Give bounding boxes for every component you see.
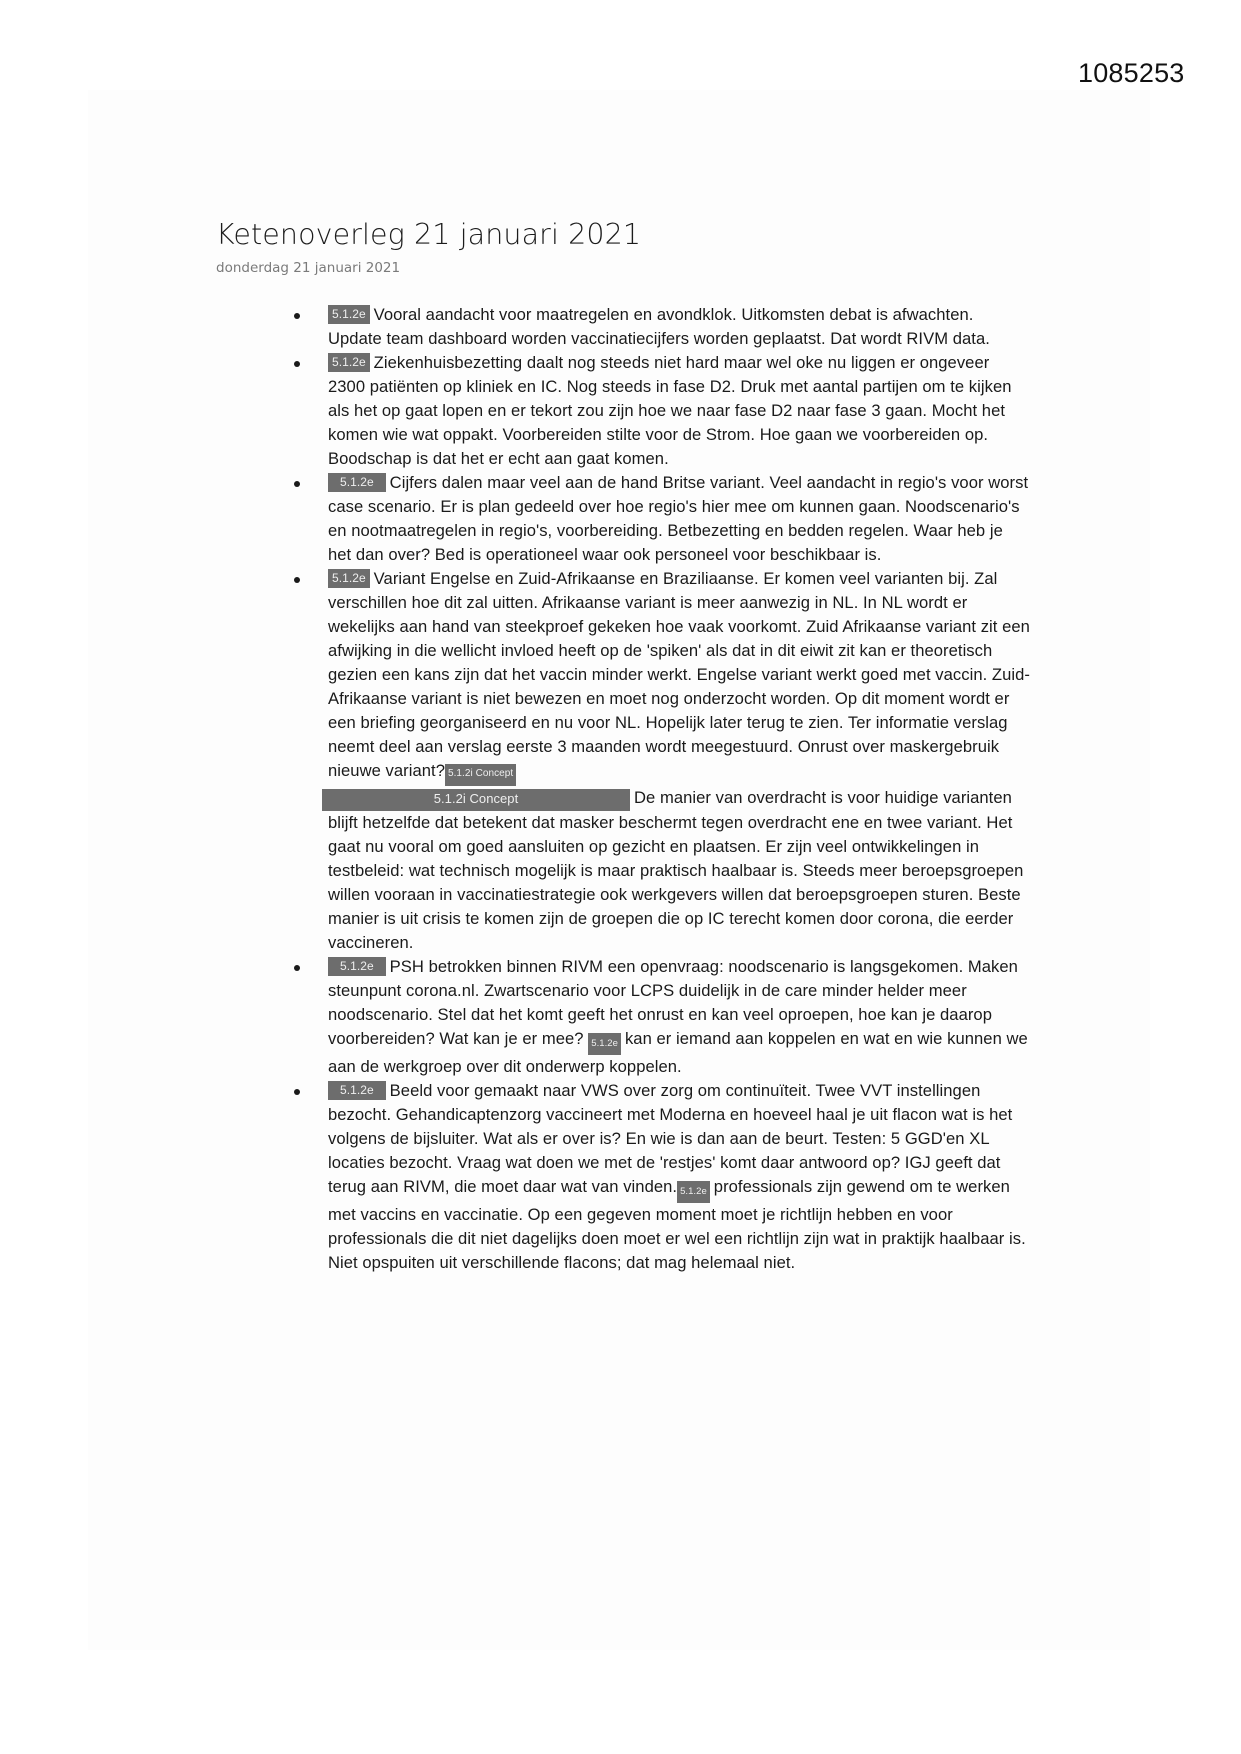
bullet-icon [294,965,300,971]
bullet-icon [294,1089,300,1095]
redaction-box-inline: 5.1.2i Concept [445,764,516,786]
redaction-box-inline: 5.1.2e [588,1033,621,1055]
redaction-box-block: 5.1.2i Concept [322,789,630,811]
note-text: Vooral aandacht voor maatregelen en avondklok. Uitkomsten debat is afwachten. Update team dashboard worden vaccinatiecijfers worden geplaatst. Dat wordt RIVM data. [328,305,990,348]
page-title: Ketenoverleg 21 januari 2021 [216,218,642,251]
redaction-box: 5.1.2e [328,473,386,492]
list-item [280,471,1030,567]
list-item [280,955,1030,1079]
redaction-box-inline: 5.1.2e [677,1181,710,1203]
note-text: kan er iemand aan koppelen en wat en wie kunnen we aan de werkgroep over dit onderwerp koppelen. [328,1029,1028,1076]
redaction-box: 5.1.2e [328,569,370,588]
bullet-icon [294,577,300,583]
redaction-box: 5.1.2e [328,305,370,324]
list-item [280,567,1030,955]
note-text: PSH betrokken binnen RIVM een openvraag: noodscenario is langsgekomen. Maken steunpunt corona.nl. Zwartscenario voor LCPS duidelijk in de care minder helder meer noodscenario. Stel dat het komt geeft het onrust en kan veel oproepen, hoe kan je daarop voorbereiden? Wat kan je er mee? [328,957,1018,1048]
note-text: professionals zijn gewend om te werken met vaccins en vaccinatie. Op een gegeven moment moet je richtlijn hebben en voor professionals die dit niet dagelijks doen moet er wel een richtlijn zijn wat in praktijk haalbaar is. Niet opspuiten uit verschillende flacons; dat mag helemaal niet. [328,1177,1026,1272]
meeting-notes-list [280,303,1030,1275]
list-item [280,351,1030,471]
redaction-box: 5.1.2e [328,1081,386,1100]
bullet-icon [294,361,300,367]
note-text: Cijfers dalen maar veel aan de hand Britse variant. Veel aandacht in regio's voor worst case scenario. Er is plan gedeeld over hoe regio's hier mee om kunnen gaan. Noodscenario's en nootmaatregelen in regio's, voorbereiding. Betbezetting en bedden regelen. Waar heb je het dan over? Bed is operationeel waar ook personeel voor beschikbaar is. [328,473,1029,564]
note-continuation [328,786,1030,955]
redaction-box: 5.1.2e [328,957,386,976]
list-item [280,303,1030,351]
note-text: Variant Engelse en Zuid-Afrikaanse en Braziliaanse. Er komen veel varianten bij. Zal verschillen hoe dit zal uitten. Afrikaanse variant is meer aanwezig in NL. In NL wordt er wekelijks aan hand van steekproef gekeken hoe vaak voorkomt. Zuid Afrikaanse variant zit een afwijking in die wellicht invloed heeft op de 'spiken' als dat in dit eiwit zit kan er theoretisch gezien een kans zijn dat het vaccin minder werkt. Engelse variant werkt goed met vaccin. Zuid-Afrikaanse variant is niet bewezen en moet nog onderzocht worden. Op dit moment wordt er een briefing georganiseerd en nu voor NL. Hopelijk later terug te zien. Ter informatie verslag neemt deel aan verslag eerste 3 maanden wordt meegestuurd. Onrust over maskergebruik nieuwe variant? [328,569,1030,780]
note-text: Beeld voor gemaakt naar VWS over zorg om continuïteit. Twee VVT instellingen bezocht. Gehandicaptenzorg vaccineert met Moderna en hoeveel haal je uit flacon wat is het volgens de bijsluiter. Wat als er over is? En wie is dan aan de beurt. Testen: 5 GGD'en XL locaties bezocht. Vraag wat doen we met de 'restjes' komt daar antwoord op? IGJ geeft dat terug aan RIVM, die moet daar wat van vinden. [328,1081,1013,1196]
page-date: donderdag 21 januari 2021 [216,260,401,276]
note-text: De manier van overdracht is voor huidige varianten blijft hetzelfde dat betekent dat masker beschermt tegen overdracht ene en twee variant. Het gaat nu vooral om goed aansluiten op gezicht en plaatsen. Er zijn veel ontwikkelingen in testbeleid: wat technisch mogelijk is maar praktisch haalbaar is. Steeds meer beroepsgroepen willen vooraan in vaccinatiestrategie ook werkgevers willen dat beroepsgroepen sturen. Beste manier is uit crisis te komen zijn de groepen die op IC terecht komen door corona, die eerder vaccineren. [328,788,1024,952]
note-text: Ziekenhuisbezetting daalt nog steeds niet hard maar wel oke nu liggen er ongeveer 2300 patiënten op kliniek en IC. Nog steeds in fase D2. Druk met aantal partijen om te kijken als het op gaat lopen en er tekort zou zijn hoe we naar fase D2 naar fase 3 gaan. Mocht het komen wie wat oppakt. Voorbereiden stilte voor de Strom. Hoe gaan we voorbereiden op. Boodschap is dat het er echt aan gaat komen. [328,353,1012,468]
redaction-box: 5.1.2e [328,353,370,372]
bullet-icon [294,481,300,487]
bullet-icon [294,313,300,319]
list-item [280,1079,1030,1275]
document-id: 1085253 [1078,58,1185,88]
